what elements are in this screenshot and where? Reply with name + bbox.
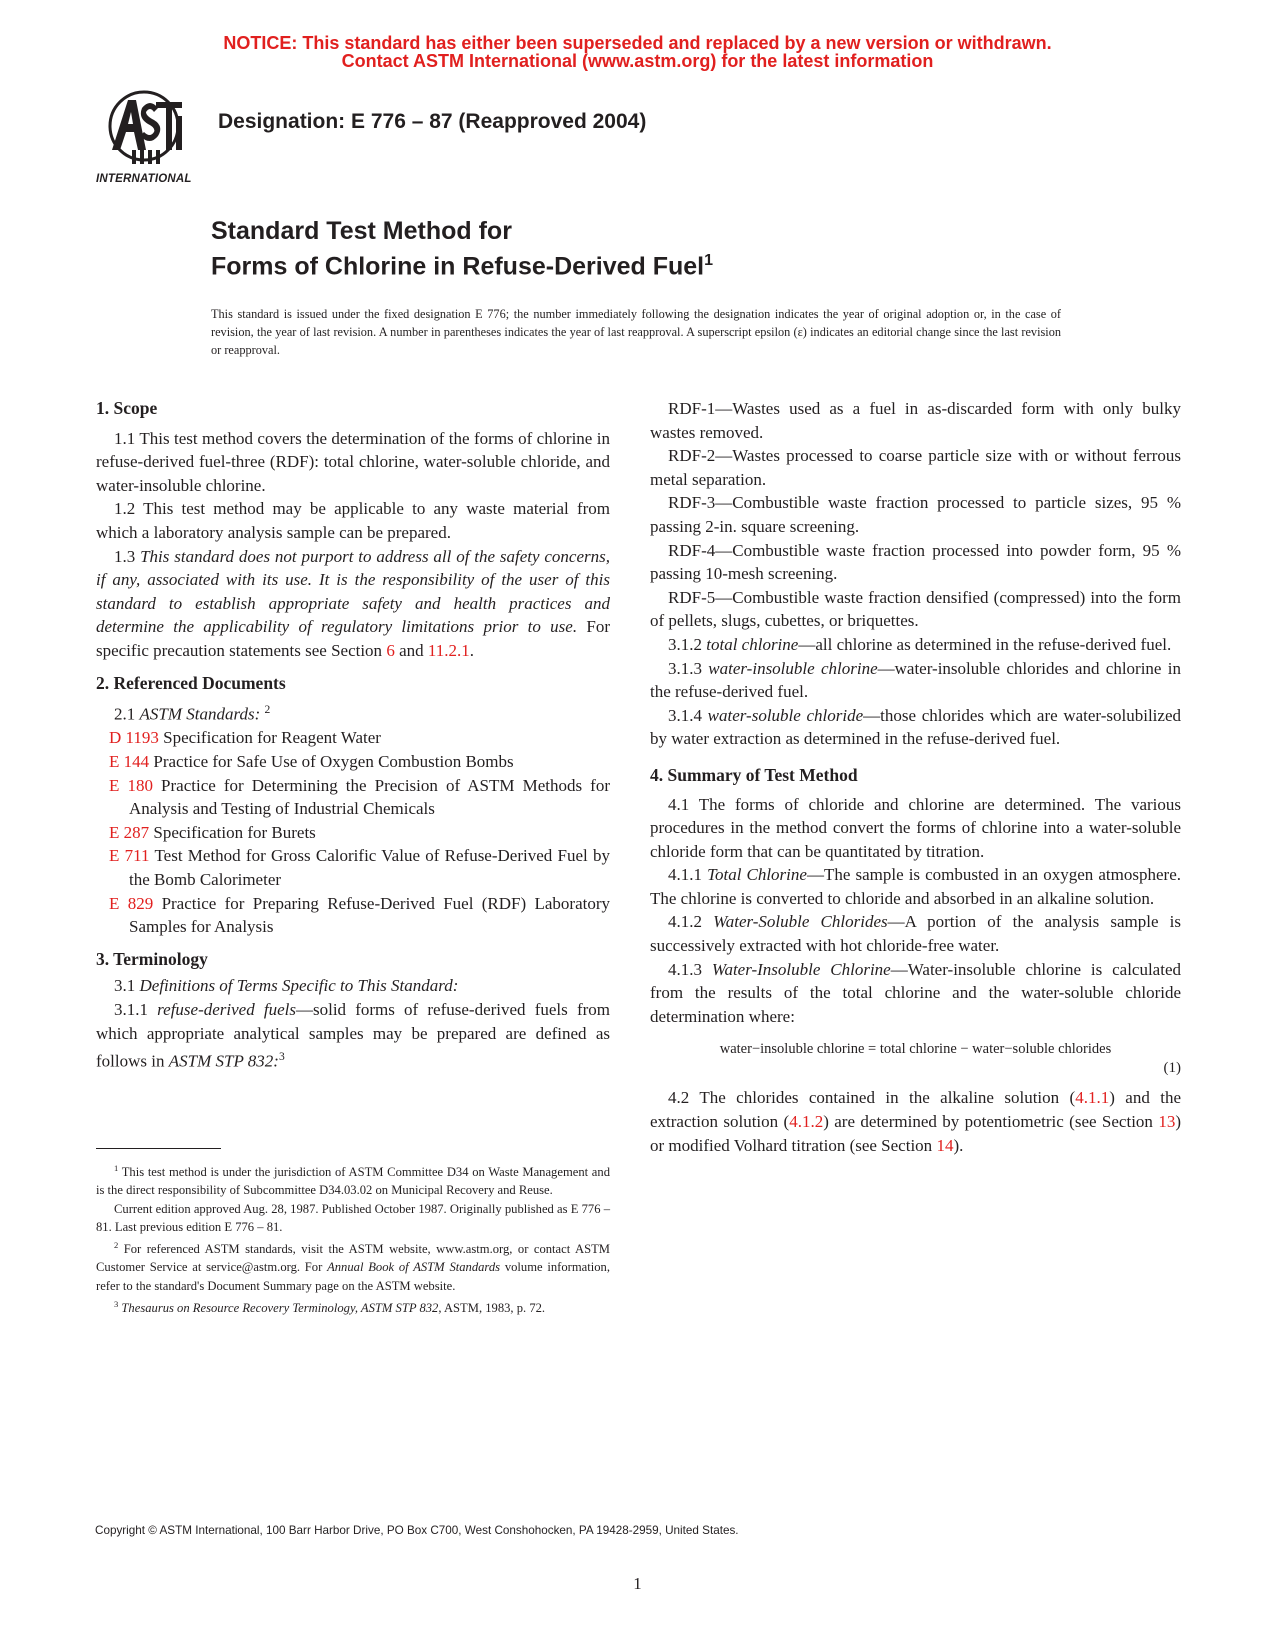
terminology-heading: 3. Terminology (96, 948, 208, 969)
footnotes (96, 1159, 610, 1317)
para-1-1: 1.1 This test method covers the determination of the forms of chlorine in refuse-derived fuel-three (RDF): total chlorine, water-soluble chloride, and water-insoluble chlorine. (96, 428, 610, 495)
logo-text: INTERNATIONAL (96, 173, 192, 185)
summary-heading: 4. Summary of Test Method (650, 764, 858, 785)
ref-link[interactable]: E 829 (109, 893, 154, 913)
title-line-2: Forms of Chlorine in Refuse-Derived Fuel (211, 252, 705, 281)
ref-e829: E 829 Practice for Preparing Refuse-Derived Fuel (RDF) Laboratory Samples for Analysis (109, 893, 610, 937)
ref-e711: E 711 Test Method for Gross Calorific Value of Refuse-Derived Fuel by the Bomb Calorimeter (109, 846, 610, 889)
ref-link[interactable]: E 711 (109, 846, 150, 866)
notice-line-1: NOTICE: This standard has either been superseded and replaced by a new version or withdrawn. (223, 33, 1052, 53)
title-line-1: Standard Test Method for (211, 217, 512, 245)
ref-link[interactable]: E 287 (109, 822, 150, 842)
title-footnote-mark: 1 (704, 252, 714, 269)
equation-1: water−insoluble chlorine = total chlorine − water−soluble chlorides (719, 1041, 1112, 1058)
rdf-4: RDF-4—Combustible waste fraction processed into powder form, 95 % passing 10-mesh screening. (650, 540, 1181, 584)
link-4-1-1[interactable]: 4.1.1 (1075, 1088, 1110, 1108)
para-4-1-2: 4.1.2 Water-Soluble Chlorides—A portion of the analysis sample is successively extracted with hot chloride-free water. (650, 912, 1181, 956)
rdf-5: RDF-5—Combustible waste fraction densified (compressed) into the form of pellets, slugs, cubettes, or briquettes. (650, 587, 1181, 631)
footnote-divider (96, 1148, 221, 1149)
copyright-line: Copyright © ASTM International, 100 Barr Harbor Drive, PO Box C700, West Conshohocken, PA 19428-2959, United States. (95, 1524, 739, 1537)
link-section-14[interactable]: 14 (936, 1135, 954, 1155)
notice-line-2: Contact ASTM International (www.astm.org) for the latest information (341, 51, 934, 71)
referenced-documents-heading: 2. Referenced Documents (96, 672, 286, 693)
para-3-1-2: 3.1.2 total chlorine—all chlorine as determined in the refuse-derived fuel. (668, 634, 1172, 654)
footnote-1b: Current edition approved Aug. 28, 1987. Published October 1987. Originally published as E 776 – 81. Last previous edition E 776 – 81. (96, 1201, 610, 1234)
rdf-1: RDF-1—Wastes used as a fuel in as-discarded form with only bulky wastes removed. (650, 399, 1181, 442)
equation-number: (1) (1163, 1060, 1181, 1077)
link-section-6[interactable]: 6 (386, 640, 395, 660)
ref-d1193: D 1193 Specification for Reagent Water (109, 728, 381, 748)
link-4-1-2[interactable]: 4.1.2 (789, 1112, 824, 1132)
ref-link[interactable]: E 180 (109, 775, 153, 795)
ref-e180: E 180 Practice for Determining the Precision of ASTM Methods for Analysis and Testing of Industrial Chemicals (109, 775, 610, 819)
astm-logo-mark (92, 88, 202, 168)
ref-e144: E 144 Practice for Safe Use of Oxygen Combustion Bombs (109, 751, 514, 771)
astm-logo (92, 88, 202, 184)
link-section-13[interactable]: 13 (1158, 1112, 1176, 1132)
issuance-statement: This standard is issued under the fixed designation E 776; the number immediately following the designation indicates the year of original adoption or, in the case of revision, the year of last revision. A number in parentheses indicates the year of last reapproval. A superscript epsilon (ε) indicates an editorial change since the last revision or reapproval. (211, 307, 1061, 357)
para-2-1: 2.1 ASTM Standards: $^2$ (114, 703, 271, 724)
scope-heading: 1. Scope (96, 398, 158, 418)
link-section-11-2-1[interactable]: 11.2.1 (427, 640, 470, 660)
para-1-2: 1.2 This test method may be applicable to any waste material from which a laboratory analysis sample can be prepared. (96, 499, 610, 542)
rdf-3: RDF-3—Combustible waste fraction processed to particle sizes, 95 % passing 2-in. square screening. (650, 493, 1181, 536)
para-3-1-1: 3.1.1 refuse-derived fuels—solid forms of refuse-derived fuels from which appropriate analytical samples may be prepared are defined as follows in ASTM STP 832:$^3$ (96, 999, 610, 1071)
para-4-1-3: 4.1.3 Water-Insoluble Chlorine—Water-insoluble chlorine is calculated from the results of the total chlorine and the water-soluble chloride determination where: (650, 959, 1181, 1026)
right-column (650, 397, 1181, 1157)
para-4-2: 4.2 The chlorides contained in the alkaline solution (4.1.1) and the extraction solution (4.1.2) are determined by potentiometric (see Section 13) or modified Volhard titration (see Section 14). (650, 1088, 1181, 1155)
left-column (96, 397, 610, 1073)
ref-e287: E 287 Specification for Burets (109, 822, 316, 842)
footnote-1: $^1$ This test method is under the jurisdiction of ASTM Committee D34 on Waste Management and is the direct responsibility of Subcommittee D34.03.02 on Municipal Recovery and Reuse. (96, 1163, 610, 1198)
designation: Designation: E 776 – 87 (Reapproved 2004) (218, 110, 647, 133)
rdf-2: RDF-2—Wastes processed to coarse particle size with or without ferrous metal separation. (650, 446, 1181, 489)
para-3-1-4: 3.1.4 water-soluble chloride—those chlorides which are water-solubilized by water extraction as determined in the refuse-derived fuel. (650, 705, 1182, 749)
para-3-1: 3.1 Definitions of Terms Specific to This Standard: (114, 976, 459, 996)
ref-link[interactable]: D 1193 (109, 728, 159, 748)
para-4-1: 4.1 The forms of chloride and chlorine are determined. The various procedures in the method convert the forms of chlorine into a water-soluble chloride form that can be quantitated by titration. (650, 794, 1181, 861)
withdrawal-notice (0, 34, 1275, 70)
para-4-1-1: 4.1.1 Total Chlorine—The sample is combusted in an oxygen atmosphere. The chlorine is converted to chloride and absorbed in an alkaline solution. (650, 865, 1181, 908)
ref-link[interactable]: E 144 (109, 751, 150, 771)
para-3-1-3: 3.1.3 water-insoluble chlorine—water-insoluble chlorides and chlorine in the refuse-derived fuel. (650, 658, 1181, 702)
footnote-2: $^2$ For referenced ASTM standards, visit the ASTM website, www.astm.org, or contact ASTM Customer Service at service@astm.org. For Annual Book of ASTM Standards volume information, refer to the standard's Document Summary page on the ASTM website. (96, 1240, 610, 1293)
standard-title (211, 216, 713, 281)
page-number: 1 (633, 1574, 642, 1593)
para-1-3: 1.3 This standard does not purport to address all of the safety concerns, if any, associated with its use. It is the responsibility of the user of this standard to establish appropriate safety and health practices and determine the applicability of regulatory limitations prior to use. For specific precaution statements see Section 6 and 11.2.1. (96, 546, 610, 660)
footnote-3: $^3$ Thesaurus on Resource Recovery Terminology, ASTM STP 832, ASTM, 1983, p. 72. (114, 1298, 546, 1315)
